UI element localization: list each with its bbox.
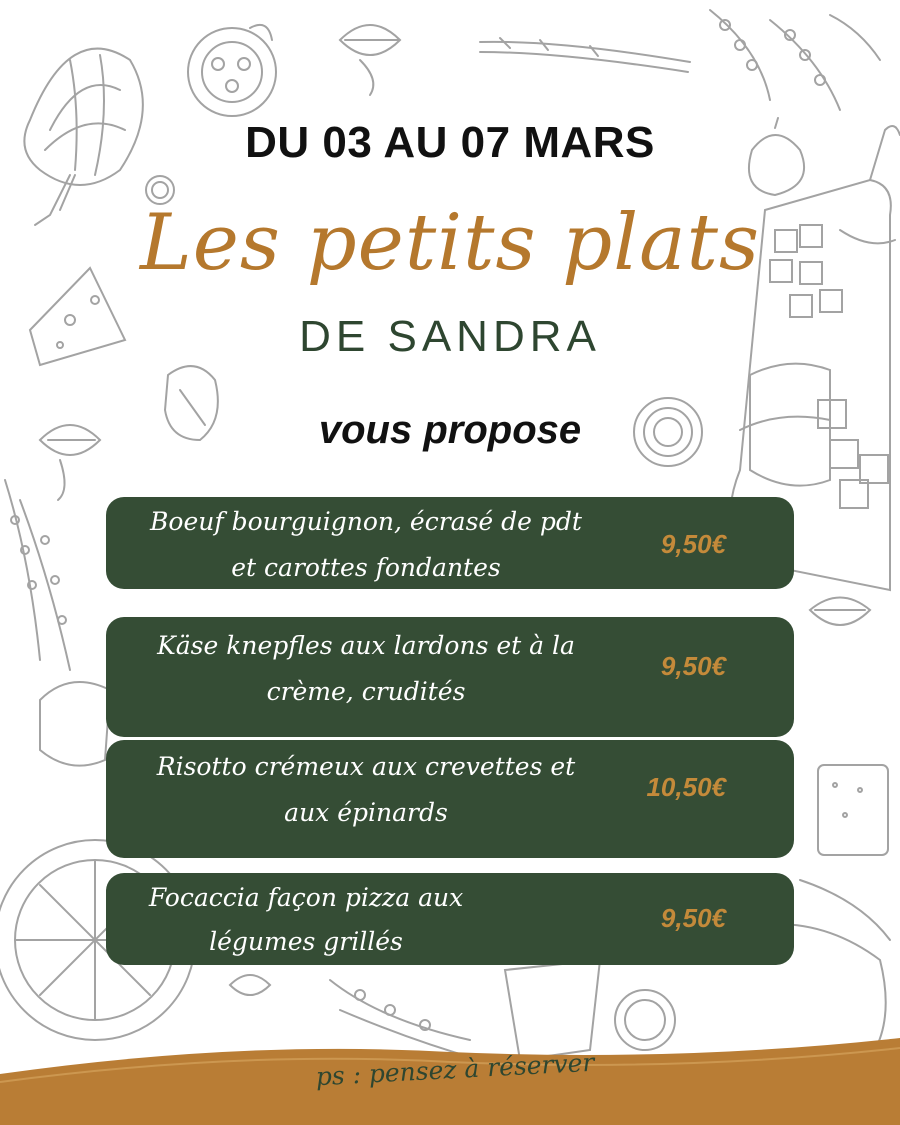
dish-price: 9,50€ (660, 529, 726, 559)
cheese-wedge-icon (505, 960, 600, 1060)
asparagus-icon (480, 38, 690, 72)
menu-item-card (106, 497, 794, 589)
dish-name-line: légumes grillés (209, 927, 403, 956)
dish-name-line: Boeuf bourguignon, écrasé de pdt (150, 507, 582, 536)
restaurant-title: Les petits plats (139, 198, 761, 288)
restaurant-subtitle: DE SANDRA (299, 312, 601, 361)
herb-sprig-icon (230, 975, 480, 1060)
menu-item-card (106, 740, 794, 858)
dish-price: 9,50€ (660, 651, 726, 681)
bread-icon (40, 682, 110, 766)
dish-name-line: Focaccia façon pizza aux (148, 883, 464, 912)
herb-sprig-icon (710, 10, 880, 110)
dish-name-line: et carottes fondantes (231, 553, 501, 582)
reservation-note: ps : pensez à réserver (315, 1047, 595, 1092)
dish-price: 10,50€ (646, 772, 726, 802)
date-range: DU 03 AU 07 MARS (245, 118, 655, 167)
cracker-icon (818, 765, 888, 855)
dish-name-line: aux épinards (284, 798, 448, 827)
dish-price: 9,50€ (660, 903, 726, 933)
intro-text: vous propose (318, 408, 582, 452)
lavender-icon (5, 480, 70, 670)
menu-item-card (106, 873, 794, 965)
tomato-icon (188, 25, 276, 116)
dish-name-line: Käse knepfles aux lardons et à la (157, 631, 575, 660)
dish-name-line: crème, crudités (266, 677, 466, 706)
dish-name-line: Risotto crémeux aux crevettes et (156, 752, 576, 781)
basil-leaf-icon (810, 598, 870, 626)
basil-leaf-icon (340, 25, 400, 95)
menu-item-card (106, 617, 794, 737)
